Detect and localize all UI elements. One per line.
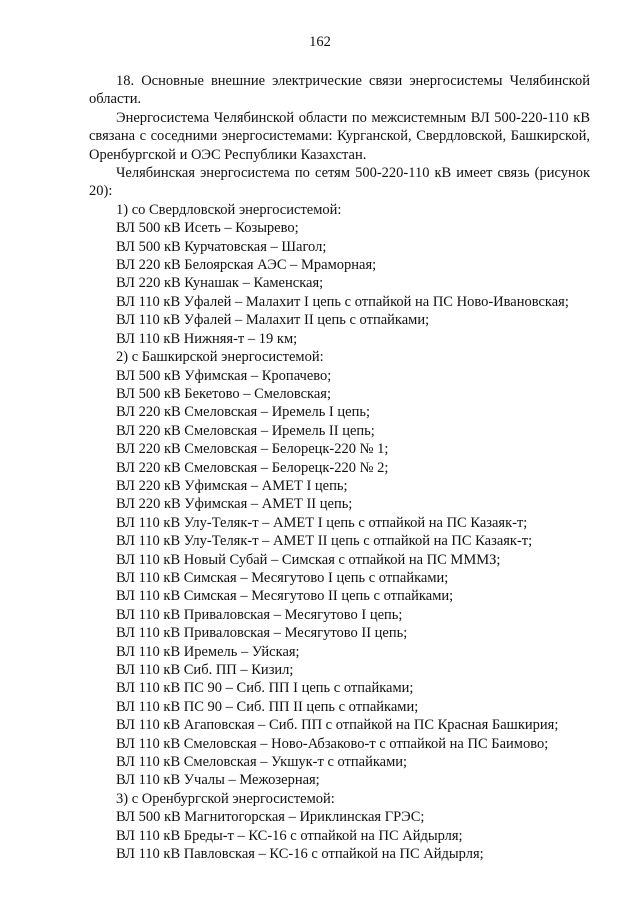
- line-item: ВЛ 220 кВ Смеловская – Белорецк-220 № 2;: [116, 459, 389, 476]
- line-item: ВЛ 500 кВ Магнитогорская – Ириклинская ГРЭС;: [116, 809, 425, 826]
- line-item: ВЛ 110 кВ Уфалей – Малахит II цепь с отпайками;: [116, 312, 430, 329]
- line-item: ВЛ 220 кВ Кунашак – Каменская;: [116, 275, 324, 292]
- line-item: ВЛ 220 кВ Смеловская – Иремель II цепь;: [116, 422, 375, 439]
- line-item: ВЛ 110 кВ Агаповская – Сиб. ПП с отпайкой на ПС Красная Башкирия;: [116, 717, 559, 734]
- line-item: ВЛ 220 кВ Смеловская – Белорецк-220 № 1;: [116, 441, 389, 458]
- line-item: ВЛ 110 кВ Симская – Месягутово II цепь с отпайками;: [116, 588, 454, 605]
- line-item: ВЛ 110 кВ Бреды-т – КС-16 с отпайкой на ПС Айдырля;: [116, 827, 463, 844]
- line-item: ВЛ 110 кВ Симская – Месягутово I цепь с отпайками;: [116, 569, 449, 586]
- line-item: ВЛ 220 кВ Уфимская – АМЕТ II цепь;: [116, 496, 353, 513]
- line-item: ВЛ 220 кВ Белоярская АЭС – Мраморная;: [116, 257, 377, 274]
- line-item: ВЛ 110 кВ Улу-Теляк-т – АМЕТ II цепь с отпайкой на ПС Казаяк-т;: [116, 533, 533, 550]
- section-heading: 18. Основные внешние электрические связи энергосистемы Челябинской области.: [89, 73, 590, 108]
- line-item: ВЛ 110 кВ Смеловская – Укшук-т с отпайками;: [116, 754, 408, 771]
- line-item: ВЛ 110 кВ Учалы – Межозерная;: [116, 772, 320, 789]
- links-paragraph: Челябинская энергосистема по сетям 500-220-110 кВ имеет связь (рисунок 20):: [89, 165, 590, 200]
- line-item: ВЛ 110 кВ ПС 90 – Сиб. ПП I цепь с отпайками;: [116, 680, 414, 697]
- intro-paragraph: Энергосистема Челябинской области по межсистемным ВЛ 500-220-110 кВ связана с соседними энергосистемами: Курганской, Свердловской, Башкирской, Оренбургской и ОЭС Республики Казахстан.: [89, 109, 590, 163]
- line-item: ВЛ 110 кВ Улу-Теляк-т – АМЕТ I цепь с отпайкой на ПС Казаяк-т;: [116, 514, 528, 531]
- line-item: ВЛ 110 кВ Иремель – Уйская;: [116, 643, 300, 660]
- group-title: 2) с Башкирской энергосистемой:: [116, 349, 324, 366]
- line-item: ВЛ 110 кВ Смеловская – Ново-Абзаково-т с отпайкой на ПС Баимово;: [116, 735, 549, 752]
- line-item: ВЛ 110 кВ Нижняя-т – 19 км;: [116, 330, 298, 347]
- line-item: ВЛ 110 кВ Приваловская – Месягутово II цепь;: [116, 625, 408, 642]
- line-item: ВЛ 500 кВ Уфимская – Кропачево;: [116, 367, 332, 384]
- group-orenburg: [89, 790, 590, 864]
- line-item: ВЛ 500 кВ Бекетово – Смеловская;: [116, 385, 331, 402]
- line-item: ВЛ 500 кВ Исеть – Козырево;: [116, 220, 299, 237]
- group-title: 3) с Оренбургской энергосистемой:: [116, 790, 335, 807]
- line-item: ВЛ 220 кВ Смеловская – Иремель I цепь;: [116, 404, 370, 421]
- line-item: ВЛ 110 кВ Павловская – КС-16 с отпайкой на ПС Айдырля;: [116, 846, 484, 863]
- page-number: 162: [309, 34, 331, 50]
- line-item: ВЛ 220 кВ Уфимская – АМЕТ I цепь;: [116, 477, 348, 494]
- line-item: ВЛ 110 кВ Новый Субай – Симская с отпайкой на ПС МММЗ;: [116, 551, 501, 568]
- group-sverdlovsk: [89, 201, 590, 348]
- group-bashkir: [89, 348, 590, 790]
- line-item: ВЛ 110 кВ ПС 90 – Сиб. ПП II цепь с отпайками;: [116, 698, 419, 715]
- line-item: ВЛ 110 кВ Приваловская – Месягутово I цепь;: [116, 606, 403, 623]
- line-item: ВЛ 110 кВ Уфалей – Малахит I цепь с отпайкой на ПС Ново-Ивановская;: [116, 293, 569, 310]
- line-item: ВЛ 110 кВ Сиб. ПП – Кизил;: [116, 662, 294, 678]
- group-title: 1) со Свердловской энергосистемой:: [116, 201, 342, 218]
- document-body: [89, 72, 590, 863]
- line-item: ВЛ 500 кВ Курчатовская – Шагол;: [116, 238, 327, 255]
